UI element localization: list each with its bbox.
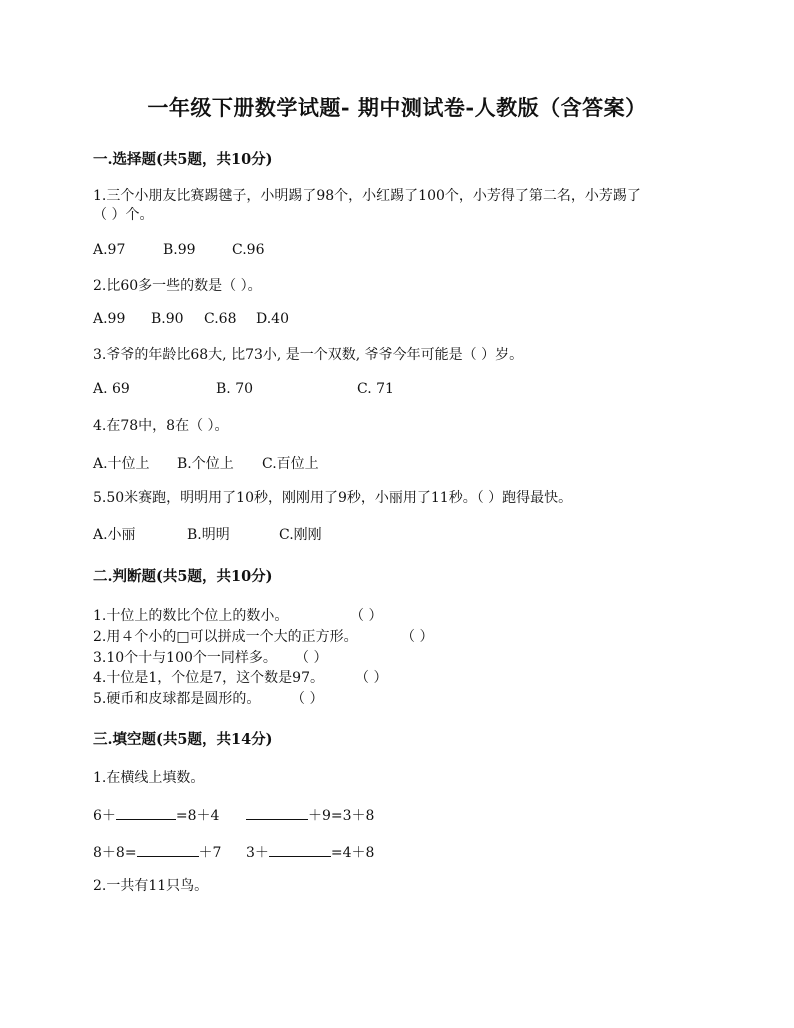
question-1-option-b: B.99: [163, 242, 196, 258]
question-1-line2: （ ）个。: [93, 207, 154, 223]
fill-row2-a-post: ＋7: [198, 845, 222, 861]
page-title: 一年级下册数学试题- 期中测试卷-人教版（含答案）: [147, 95, 647, 120]
fill-row2-b-pre: 3＋: [246, 845, 269, 861]
question-2-option-c: C.68: [204, 311, 237, 327]
answer-blank[interactable]: [269, 842, 331, 857]
answer-blank[interactable]: [116, 805, 176, 820]
question-3-option-c: C. 71: [357, 381, 394, 397]
tf-item-4-paren: （ ）: [355, 670, 388, 686]
question-3-option-b: B. 70: [216, 381, 254, 397]
tf-item-1-text: 1.十位上的数比个位上的数小。: [93, 608, 289, 624]
question-2-option-b: B.90: [151, 311, 184, 327]
question-2-text: 2.比60多一些的数是（ ）。: [93, 278, 262, 294]
question-1-option-a: A.97: [93, 242, 126, 258]
section-header-truefalse: 二.判断题(共5题，共10分): [93, 568, 273, 585]
tf-item-5-paren: （ ）: [291, 691, 324, 707]
question-3-option-a: A. 69: [93, 381, 130, 397]
tf-item-2-paren: （ ）: [401, 629, 434, 645]
question-5-option-c: C.刚刚: [279, 527, 322, 543]
question-5-option-b: B.明明: [187, 527, 230, 543]
question-1-option-c: C.96: [232, 242, 265, 258]
answer-blank[interactable]: [137, 842, 199, 857]
fill-row2-a-pre: 8＋8=: [93, 845, 137, 861]
question-4-option-a: A.十位上: [93, 456, 150, 472]
fill-question-1-prompt: 1.在横线上填数。: [93, 770, 205, 786]
tf-item-5-text: 5.硬币和皮球都是圆形的。: [93, 691, 261, 707]
question-5-option-a: A.小丽: [93, 527, 136, 543]
fill-row1-b-post: ＋9=3＋8: [308, 808, 375, 824]
question-2-option-d: D.40: [256, 311, 289, 327]
fill-row-1-expr-a: [93, 805, 219, 825]
fill-row2-b-post: =4＋8: [330, 845, 375, 861]
fill-row1-a-pre: 6＋: [93, 808, 116, 824]
fill-row1-a-post: =8＋4: [175, 808, 220, 824]
tf-item-1-paren: （ ）: [350, 608, 383, 624]
question-4-option-c: C.百位上: [262, 456, 319, 472]
fill-row-1-expr-b: [246, 805, 374, 825]
section-header-choice: 一.选择题(共5题，共10分): [93, 151, 273, 168]
tf-item-3-paren: （ ）: [295, 650, 328, 666]
fill-question-2-prompt: 2.一共有11只鸟。: [93, 878, 209, 894]
answer-blank[interactable]: [246, 805, 308, 820]
fill-row-2-expr-a: [93, 842, 221, 862]
question-5-text: 5.50米赛跑，明明用了10秒，刚刚用了9秒，小丽用了11秒。（ ）跑得最快。: [93, 490, 573, 506]
question-2-option-a: A.99: [93, 311, 126, 327]
tf-item-3-text: 3.10个十与100个一同样多。: [93, 650, 277, 666]
tf-item-4-text: 4.十位是1，个位是7，这个数是97。: [93, 670, 324, 686]
tf-item-2-text: 2.用４个小的□可以拼成一个大的正方形。: [93, 629, 358, 645]
question-1-line1: 1.三个小朋友比赛踢毽子，小明踢了98个，小红踢了100个，小芳得了第二名，小芳踢了: [93, 188, 641, 204]
question-4-option-b: B.个位上: [177, 456, 234, 472]
section-header-fill: 三.填空题(共5题，共14分): [93, 731, 273, 748]
question-4-text: 4.在78中，8在（ ）。: [93, 418, 229, 434]
question-3-text: 3.爷爷的年龄比68大, 比73小, 是一个双数, 爷爷今年可能是（ ）岁。: [93, 347, 524, 363]
fill-row-2-expr-b: [246, 842, 374, 862]
